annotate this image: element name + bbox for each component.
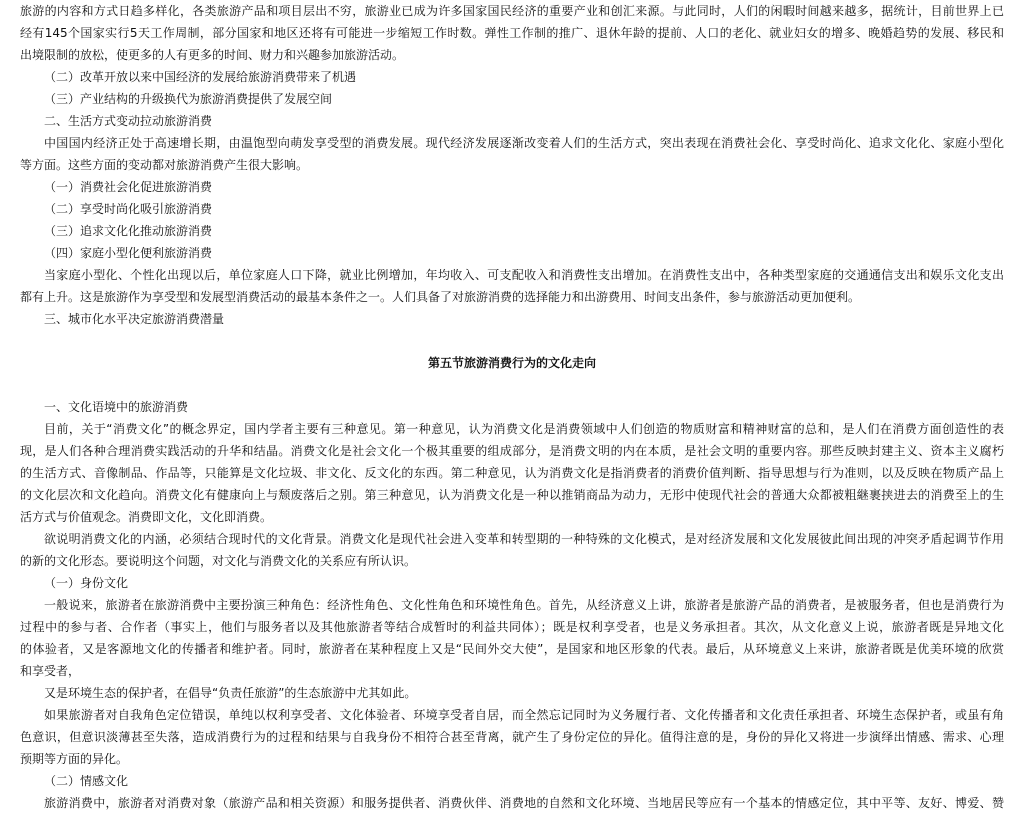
text-line: 经有145个国家实行5天工作周制，部分国家和地区还将有可能进一步缩短工作时数。弹性工作制的推广、退休年龄的提前、人口的老化、就业妇女的增多、晚婚趋势的发展、移民和	[20, 26, 1004, 40]
text-line: 二、生活方式变动拉动旅游消费	[44, 114, 213, 128]
text-line: 的新的文化形态。要说明这个问题，对文化与消费文化的关系应有所认识。	[20, 554, 417, 568]
text-line: 旅游的内容和方式日趋多样化，各类旅游产品和项目层出不穷，旅游业已成为许多国家国民经济的重要产业和创汇来源。与此同时，人们的闲暇时间越来越多，据统计，目前世界上已	[20, 4, 1004, 18]
text-line: 和享受者，	[20, 664, 81, 678]
text-line: 当家庭小型化、个性化出现以后，单位家庭人口下降，就业比例增加，年均收入、可支配收入和消费性支出增加。在消费性支出中，各种类型家庭的交通通信支出和娱乐文化支出	[44, 268, 1004, 282]
text-line: （二）享受时尚化吸引旅游消费	[44, 202, 213, 216]
section-heading: 第五节旅游消费行为的文化走向	[427, 356, 596, 370]
text-line: 旅游消费中，旅游者对消费对象（旅游产品和相关资源）和服务提供者、消费伙伴、消费地的自然和文化环境、当地居民等应有一个基本的情感定位，其中平等、友好、博爱、赞	[44, 796, 1004, 810]
text-line: 色意识，但意识淡薄甚至失落，造成消费行为的过程和结果与自我身份不相符合甚至背离，就产生了身份定位的异化。值得注意的是，身份的异化又将进一步演绎出情感、需求、心理	[20, 730, 1004, 744]
text-line: 的文化层次和文化趋向。消费文化有健康向上与颓废落后之别。第三种意见，认为消费文化是一种以推销商品为动力，无形中使现代社会的普通大众都被粗継裹挟进去的消费至上的生	[20, 488, 1004, 502]
text-line: 过程中的参与者、合作者（事实上，他们与服务者以及其他旅游者等结合成暂时的利益共同体）；既是权利享受者，也是义务承担者。其次，从文化意义上说，旅游者既是异地文化	[20, 620, 1004, 634]
text-line: 欲说明消费文化的内涵，必须结合现时代的文化背景。消费文化是现代社会进入变革和转型期的一种特殊的文化模式，是对经济发展和文化发展彼此间出现的冲突矛盾起调节作用	[44, 532, 1004, 546]
document-page	[20, 0, 1004, 814]
text-line: 预期等方面的异化。	[20, 752, 129, 766]
text-line: 三、城市化水平决定旅游消费潜量	[44, 312, 225, 326]
text-line: （一）消费社会化促进旅游消费	[44, 180, 213, 194]
text-line: （一）身份文化	[44, 576, 129, 590]
text-line: （二）情感文化	[44, 774, 129, 788]
text-line: 等方面。这些方面的变动都对旅游消费产生很大影响。	[20, 158, 309, 172]
text-line: 出境限制的放松，使更多的人有更多的时间、财力和兴趣参加旅游活动。	[20, 48, 405, 62]
text-line: （三）产业结构的升级换代为旅游消费提供了发展空间	[44, 92, 333, 106]
text-line: 一般说来，旅游者在旅游消费中主要扮演三种角色：经济性角色、文化性角色和环境性角色。首先，从经济意义上讲，旅游者是旅游产品的消费者，是被服务者，但也是消费行为	[44, 598, 1004, 612]
text-line: 活方式与价值观念。消费即文化，文化即消费。	[20, 510, 273, 524]
blank-line	[20, 374, 1004, 396]
text-line: 如果旅游者对自我角色定位错误，单纯以权利享受者、文化体验者、环境享受者自居，而全然忘记同时为义务履行者、文化传播者和文化责任承担者、环境生态保护者，或虽有角	[44, 708, 1004, 722]
text-line: （二）改革开放以来中国经济的发展给旅游消费带来了机遇	[44, 70, 357, 84]
text-line: 中国国内经济正处于高速增长期，由温饱型向萌发享受型的消费发展。现代经济发展逐渐改变着人们的生活方式，突出表现在消费社会化、享受时尚化、追求文化化、家庭小型化	[44, 136, 1004, 150]
text-line: 又是环境生态的保护者，在倡导“负责任旅游”的生态旅游中尤其如此。	[44, 686, 417, 700]
text-line: 一、文化语境中的旅游消费	[44, 400, 189, 414]
text-line: 的体验者，又是客源地文化的传播者和维护者。同时，旅游者在某种程度上又是“民间外交大使”，是国家和地区形象的代表。最后，从环境意义上来讲，旅游者既是优美环境的欣赏	[20, 642, 1004, 656]
text-line: 的生活方式、音像制品、作品等，只能算是文化垃圾、非文化、反文化的东西。第二种意见，认为消费文化是指消费者的消费价值判断、指导思想与行为准则，以及反映在物质产品上	[20, 466, 1004, 480]
blank-line	[20, 330, 1004, 352]
text-line: （三）追求文化化推动旅游消费	[44, 224, 213, 238]
text-line: 目前，关于“消费文化”的概念界定，国内学者主要有三种意见。第一种意见，认为消费文化是消费领域中人们创造的物质财富和精神财富的总和，是人们在消费方面创造性的表	[44, 422, 1004, 436]
text-line: 现，是人们各种合理消费实践活动的升华和结晶。消费文化是社会文化一个极其重要的组成部分，是消费文明的内在本质，是社会文明的重要内容。那些反映封建主义、资本主义腐朽	[20, 444, 1004, 458]
text-line: （四）家庭小型化便利旅游消费	[44, 246, 213, 260]
text-line: 都有上升。这是旅游作为享受型和发展型消费活动的最基本条件之一。人们具备了对旅游消费的选择能力和出游费用、时间支出条件，参与旅游活动更加便利。	[20, 290, 861, 304]
